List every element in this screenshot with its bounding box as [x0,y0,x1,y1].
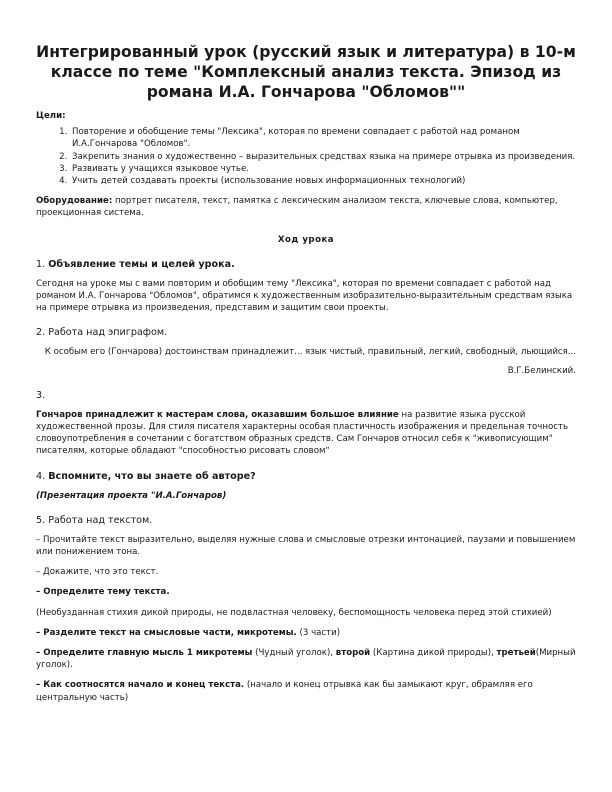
task-main-idea [36,647,576,671]
document-page [36,42,576,712]
main-idea-second: второй [335,648,371,659]
section-3-rest: на развитие языка русской художественной прозы. Для стиля писателя характерны особая пластичность изображения и предельная точность словоупотребления в сочетании с богатством образных средств. Сам Гончаров относил себя к "живописующим" писателям, которые обладают "способностью рисовать словом" [36,409,569,457]
main-idea-part3: (Мирный уголок). [36,648,576,671]
begin-end-bold: – Как соотносятся начало и конец текста. [36,680,245,691]
begin-end-rest: (начало и конец отрывка как бы замыкают круг, обрамляя его центральную часть) [36,680,533,703]
epigraph-quote: К особым его (Гончарова) достоинствам принадлежит... язык чистый, правильный, легкий, свободный, льющийся... [44,347,576,358]
goals-label: Цели: [36,111,66,121]
section-1-text: Сегодня на уроке мы с вами повторим и обобщим тему "Лексика", которая по времени совпадает с работой над романом И.А. Гончарова "Обломов", обратимся к художественным изобразительно-выразительным средствам языка на примере отрывка из произведения, представим и защитим свои проекты. [36,278,573,314]
section-1-number: 1. [36,258,49,270]
page-title: Интегрированный урок (русский язык и литература) в 10-м классе по теме "Комплексный анализ текста. Эпизод из романа И.А. Гончарова "Обломов"" [36,43,576,101]
goal-item: 1. Повторение и обобщение темы "Лексика", которая по времени совпадает с работой над романом И.А.Гончарова "Обломов". [70,126,576,150]
task-divide [36,627,576,639]
section-3-bold: Гончаров принадлежит к мастерам слова, оказавшим большое влияние [36,409,399,420]
main-idea-part1: (Чудный уголок), [252,648,336,659]
section-3-number: 3. [36,389,46,401]
section-4-title: Вспомните, что вы знаете об авторе? [48,470,256,482]
main-idea-part2: (Картина дикой природы), [370,648,497,659]
task-begin-end [36,679,576,703]
equipment-paragraph [36,195,576,219]
section-4-number: 4. [36,470,49,482]
task-theme: – Определите тему текста. [36,587,170,598]
task-divide-rest: (3 части) [296,627,341,638]
section-2-title: 2. Работа над эпиграфом. [36,327,168,339]
goal-item: 3. Развивать у учащихся языковое чутье. [70,163,576,175]
equipment-label: Оборудование: [36,196,113,207]
equipment-text: портрет писателя, текст, памятка с лексическим анализом текста, ключевые слова, компьютер, проекционная система. [36,196,558,219]
goal-item: 4. Учить детей создавать проекты (использование новых информационных технологий) [70,175,576,187]
goal-item: 2. Закрепить знания о художественно – выразительных средствах языка на примере отрывка из произведения. [70,151,576,163]
main-idea-bold: – Определите главную мысль 1 микротемы [36,648,253,659]
epigraph-author: В.Г.Белинский. [507,365,576,376]
section-3-text [36,409,576,458]
task-read: – Прочитайте текст выразительно, выделяя нужные слова и смысловые отрезки интонацией, паузами и повышением или понижением тона. [36,534,576,558]
task-prove: – Докажите, что это текст. [36,567,159,578]
section-1-heading [36,258,576,272]
task-divide-bold: – Разделите текст на смысловые части, микротемы. [36,627,297,638]
goals-list [36,126,576,187]
main-idea-third: третьей [496,648,536,659]
theme-answer: (Необузданная стихия дикой природы, не подвластная человеку, беспомощность человека перед этой стихией) [36,607,552,618]
section-1-title: Объявление темы и целей урока. [48,258,235,270]
section-5-title: 5. Работа над текстом. [36,514,153,526]
course-heading: Ход урока [277,234,335,245]
presentation-note: (Презентация проекта "И.А.Гончаров) [36,490,227,501]
section-4-heading [36,470,576,484]
